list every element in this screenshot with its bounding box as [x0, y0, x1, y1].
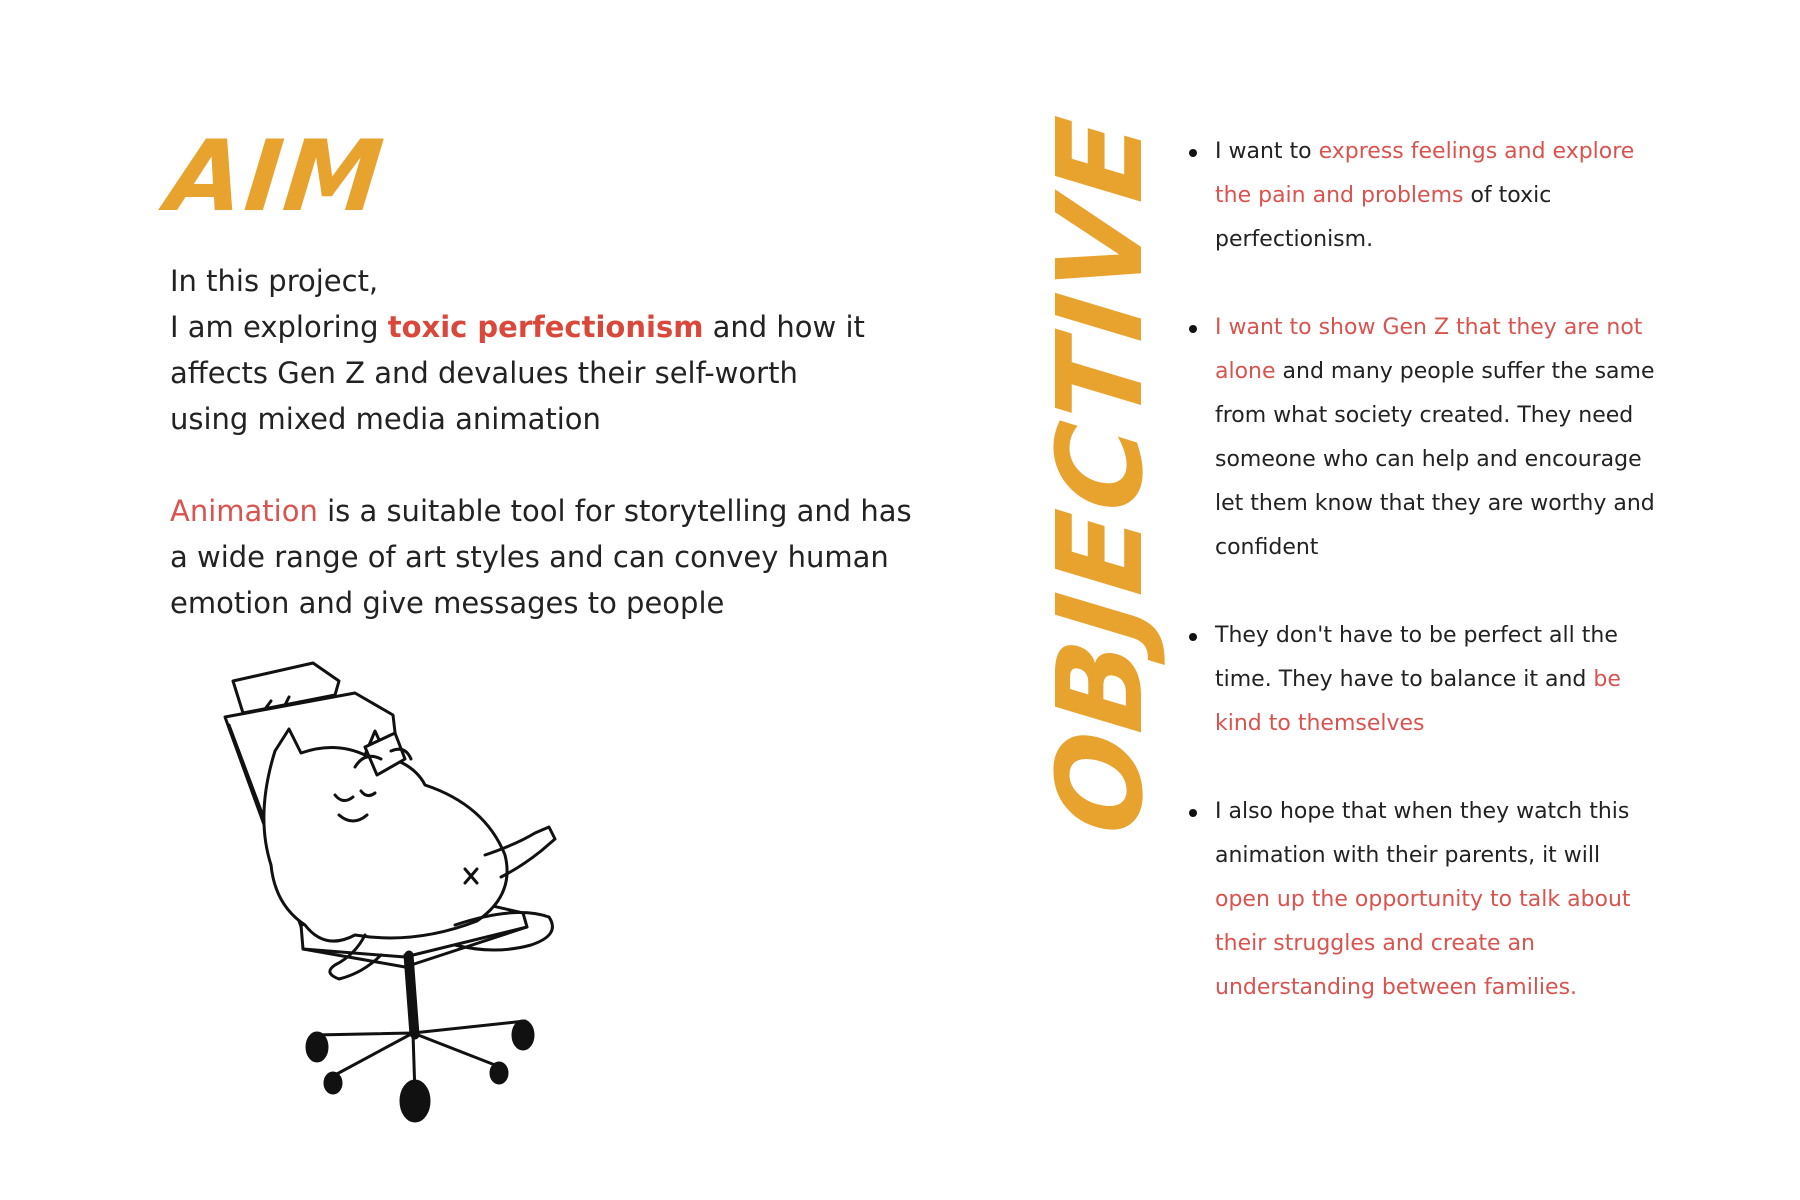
objective-title: OBJECTIVE — [1031, 109, 1169, 841]
objective-item-1-tail: of toxic perfectionism. — [1215, 183, 1552, 252]
objective-item-3-highlight: be kind to themselves — [1215, 667, 1621, 736]
aim-highlight-toxic-perfectionism: toxic perfectionism — [387, 310, 704, 344]
aim-paragraph-2 — [170, 488, 930, 626]
aim-text-pre: I am exploring — [170, 310, 388, 344]
objective-item-3-text: They don't have to be perfect all the time. They have to balance it and — [1215, 623, 1618, 692]
objective-item-4-highlight: open up the opportunity to talk about their struggles and create an understanding between families. — [1215, 887, 1631, 1000]
aim-text-post: and how it affects Gen Z and devalues their self-worth — [170, 310, 865, 390]
aim-highlight-animation: Animation — [170, 494, 318, 528]
aim-body — [170, 258, 930, 626]
aim-paragraph-2-text: is a suitable tool for storytelling and has a wide range of art styles and can convey human emotion and give messages to people — [170, 494, 912, 620]
objective-item-2-highlight: I want to show Gen Z that they are not alone — [1215, 315, 1643, 384]
aim-paragraph-1 — [170, 304, 930, 396]
aim-line-4: using mixed media animation — [170, 402, 601, 436]
cat-in-office-chair-icon — [215, 655, 655, 1125]
objective-item-1-text: I want to — [1215, 139, 1319, 164]
objective-item-2-tail: and many people suffer the same from what society created. They need someone who can help and encourage let them know that they are worthy and confident — [1215, 359, 1655, 560]
objective-list — [1215, 130, 1655, 1054]
objective-item-4-text: I also hope that when they watch this animation with their parents, it will — [1215, 799, 1630, 868]
aim-line-1: In this project, — [170, 264, 379, 298]
objective-item-1 — [1215, 130, 1655, 262]
objective-item-2 — [1215, 306, 1655, 570]
objective-item-4 — [1215, 790, 1655, 1010]
objective-item-1-highlight: express feelings and explore the pain and problems — [1215, 139, 1635, 208]
objective-item-3 — [1215, 614, 1655, 746]
aim-title: AIM — [162, 120, 390, 234]
